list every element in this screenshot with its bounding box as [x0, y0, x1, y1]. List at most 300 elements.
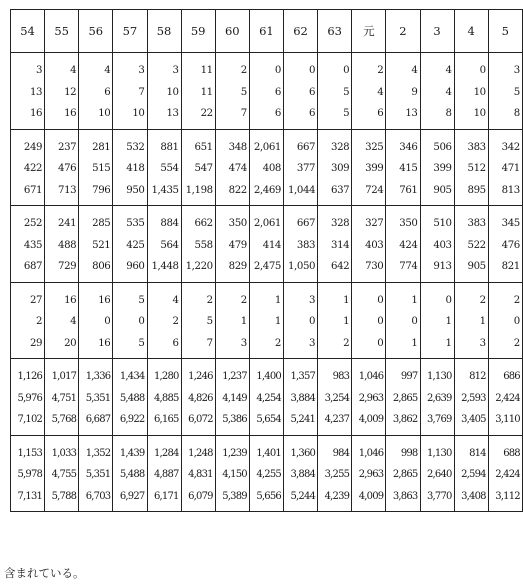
cell-value: 814 [469, 447, 486, 459]
cell-value: 5,654 [256, 414, 281, 425]
cell-value: 3,110 [495, 414, 520, 425]
cell-value: 425 [126, 239, 145, 251]
cell-value: 3,405 [461, 414, 486, 425]
data-cell [113, 206, 147, 283]
cell-value: 0 [377, 316, 384, 327]
cell-value: 4 [411, 65, 418, 76]
cell-value: 5,244 [290, 490, 316, 502]
cell-value: 6,927 [119, 490, 145, 502]
data-cell [284, 435, 318, 512]
cell-value: 22 [200, 108, 213, 119]
cell-value: 1 [411, 294, 418, 306]
data-cell [420, 282, 454, 359]
data-cell [420, 129, 454, 206]
data-cell [11, 206, 45, 283]
data-cell [45, 435, 79, 512]
data-cell [11, 435, 45, 512]
data-cell [11, 282, 45, 359]
data-cell [45, 282, 79, 359]
cell-value: 1,401 [256, 447, 281, 459]
cell-value: 713 [58, 184, 77, 196]
cell-value: 403 [365, 239, 384, 251]
cell-value: 4,831 [188, 469, 213, 480]
cell-value: 0 [513, 316, 520, 327]
cell-value: 2,594 [461, 469, 486, 480]
cell-value: 4,239 [324, 490, 350, 502]
data-cell [386, 129, 420, 206]
cell-value: 913 [433, 261, 452, 272]
cell-value: 651 [194, 141, 213, 153]
data-cell [420, 359, 454, 436]
cell-value: 6 [309, 86, 316, 98]
cell-value: 1,246 [188, 371, 213, 382]
cell-value: 0 [104, 316, 111, 327]
cell-value: 688 [503, 447, 520, 459]
cell-value: 5,788 [51, 490, 77, 502]
cell-value: 884 [160, 218, 179, 229]
cell-value: 7 [138, 86, 145, 98]
cell-value: 4,237 [324, 414, 350, 425]
cell-value: 2 [240, 65, 247, 76]
cell-value: 27 [29, 294, 43, 306]
cell-value: 806 [92, 261, 111, 272]
cell-value: 0 [377, 294, 384, 306]
data-cell [386, 282, 420, 359]
year-header-cell: 2 [386, 10, 420, 53]
data-cell [352, 206, 386, 283]
data-cell [181, 359, 215, 436]
cell-value: 2,061 [253, 141, 281, 153]
cell-value: 5,241 [290, 414, 316, 425]
cell-value: 983 [332, 371, 350, 382]
cell-value: 3,862 [392, 414, 418, 425]
cell-value: 812 [469, 371, 486, 382]
cell-value: 3,770 [426, 490, 452, 502]
cell-value: 476 [501, 239, 520, 251]
cell-value: 9 [411, 86, 418, 98]
cell-value: 4,149 [222, 392, 247, 404]
table-body [11, 10, 523, 512]
data-cell [181, 129, 215, 206]
cell-value: 249 [23, 141, 43, 153]
data-cell [352, 282, 386, 359]
cell-value: 1,448 [151, 261, 179, 272]
year-header-cell: 4 [454, 10, 488, 53]
cell-value: 1,439 [119, 447, 145, 459]
cell-value: 2 [377, 65, 384, 76]
cell-value: 476 [58, 163, 77, 174]
cell-value: 6,703 [85, 490, 111, 502]
data-cell [113, 53, 147, 130]
cell-value: 1,435 [151, 184, 179, 196]
cell-value: 1,280 [153, 371, 179, 382]
cell-value: 414 [262, 239, 281, 251]
cell-value: 895 [467, 184, 486, 196]
data-cell [79, 359, 113, 436]
cell-value: 997 [400, 371, 418, 382]
data-cell [79, 129, 113, 206]
year-header-cell: 57 [113, 10, 147, 53]
cell-value: 829 [228, 261, 247, 272]
data-cell [284, 129, 318, 206]
statistics-table [10, 9, 523, 512]
data-cell [454, 435, 488, 512]
cell-value: 881 [160, 141, 179, 153]
cell-value: 1,360 [290, 447, 316, 459]
cell-value: 1 [274, 294, 281, 306]
cell-value: 399 [433, 163, 452, 174]
data-cell [318, 359, 352, 436]
year-header-cell: 58 [147, 10, 181, 53]
cell-value: 3,884 [290, 469, 316, 480]
cell-value: 1,046 [358, 447, 384, 459]
cell-value: 813 [501, 184, 520, 196]
cell-value: 1,284 [153, 447, 179, 459]
cell-value: 424 [399, 239, 418, 251]
cell-value: 0 [411, 316, 418, 327]
cell-value: 730 [365, 261, 384, 272]
cell-value: 327 [365, 218, 384, 229]
cell-value: 2,593 [461, 392, 486, 404]
cell-value: 1,357 [290, 371, 316, 382]
data-cell [11, 359, 45, 436]
year-header-cell: 54 [11, 10, 45, 53]
cell-value: 471 [501, 163, 520, 174]
cell-value: 345 [501, 218, 520, 229]
cell-value: 554 [160, 163, 179, 174]
cell-value: 512 [467, 163, 486, 174]
footnote-text: 含まれている。 [4, 566, 85, 580]
cell-value: 5,488 [119, 469, 145, 480]
data-cell [386, 359, 420, 436]
cell-value: 6 [274, 108, 281, 119]
cell-value: 1 [479, 316, 486, 327]
cell-value: 5 [138, 294, 145, 306]
data-cell [215, 53, 249, 130]
cell-value: 3,255 [324, 469, 350, 480]
year-header-cell: 62 [284, 10, 318, 53]
cell-value: 1,046 [358, 371, 384, 382]
data-cell [147, 435, 181, 512]
cell-value: 281 [92, 141, 111, 153]
data-cell [454, 129, 488, 206]
cell-value: 237 [58, 141, 77, 153]
cell-value: 474 [228, 163, 247, 174]
statistics-table-page [10, 9, 520, 512]
cell-value: 479 [228, 239, 247, 251]
data-cell [147, 359, 181, 436]
cell-value: 724 [365, 184, 384, 196]
data-cell [11, 53, 45, 130]
data-cell [79, 435, 113, 512]
cell-value: 13 [405, 108, 418, 119]
cell-value: 418 [126, 163, 145, 174]
cell-value: 252 [23, 218, 43, 229]
data-cell [147, 129, 181, 206]
cell-value: 667 [296, 218, 316, 229]
cell-value: 328 [331, 141, 350, 153]
cell-value: 1,126 [17, 371, 43, 382]
data-cell [45, 206, 79, 283]
cell-value: 5 [343, 86, 350, 98]
data-cell [318, 53, 352, 130]
data-cell [181, 435, 215, 512]
cell-value: 3,112 [495, 490, 520, 502]
cell-value: 2,469 [253, 184, 281, 196]
cell-value: 1 [240, 316, 247, 327]
cell-value: 0 [274, 65, 281, 76]
cell-value: 5,656 [256, 490, 281, 502]
cell-value: 7 [206, 337, 213, 349]
cell-value: 558 [194, 239, 213, 251]
data-cell [249, 435, 283, 512]
data-cell [181, 206, 215, 283]
cell-value: 2 [513, 337, 520, 349]
cell-value: 6 [172, 337, 179, 349]
cell-value: 3 [309, 337, 316, 349]
cell-value: 13 [29, 86, 43, 98]
cell-value: 3,884 [290, 392, 316, 404]
cell-value: 2 [36, 316, 43, 327]
cell-value: 2 [513, 294, 520, 306]
data-cell [45, 53, 79, 130]
cell-value: 667 [296, 141, 316, 153]
cell-value: 3 [138, 65, 145, 76]
data-cell [45, 129, 79, 206]
cell-value: 415 [399, 163, 418, 174]
data-cell [386, 206, 420, 283]
cell-value: 1 [411, 337, 418, 349]
cell-value: 1,248 [188, 447, 213, 459]
data-cell [284, 359, 318, 436]
cell-value: 686 [503, 371, 520, 382]
cell-value: 383 [467, 218, 486, 229]
cell-value: 0 [377, 337, 384, 349]
cell-value: 11 [200, 65, 213, 76]
cell-value: 984 [332, 447, 350, 459]
cell-value: 532 [126, 141, 145, 153]
cell-value: 309 [331, 163, 350, 174]
year-header-cell: 5 [488, 10, 522, 53]
cell-value: 16 [29, 108, 43, 119]
cell-value: 2 [274, 337, 281, 349]
cell-value: 342 [501, 141, 520, 153]
cell-value: 6 [377, 108, 384, 119]
cell-value: 5,351 [85, 392, 111, 404]
data-cell [215, 206, 249, 283]
cell-value: 662 [194, 218, 213, 229]
cell-value: 350 [228, 218, 247, 229]
cell-value: 5,976 [17, 392, 43, 404]
cell-value: 377 [296, 163, 316, 174]
cell-value: 3 [513, 65, 520, 76]
cell-value: 16 [64, 108, 77, 119]
cell-value: 0 [309, 65, 316, 76]
cell-value: 408 [262, 163, 281, 174]
cell-value: 3 [36, 65, 43, 76]
data-cell [249, 129, 283, 206]
cell-value: 5,978 [17, 469, 43, 480]
cell-value: 1 [343, 294, 350, 306]
cell-value: 350 [399, 218, 418, 229]
year-header-cell: 3 [420, 10, 454, 53]
cell-value: 1,044 [287, 184, 316, 196]
cell-value: 1,239 [222, 447, 247, 459]
cell-value: 0 [309, 316, 316, 327]
cell-value: 6,171 [153, 490, 179, 502]
cell-value: 5,351 [85, 469, 111, 480]
cell-value: 4 [70, 316, 77, 327]
cell-value: 564 [160, 239, 179, 251]
cell-value: 547 [194, 163, 213, 174]
data-cell [284, 282, 318, 359]
cell-value: 3 [172, 65, 179, 76]
cell-value: 905 [433, 184, 452, 196]
cell-value: 1,220 [185, 261, 213, 272]
cell-value: 1,400 [256, 371, 281, 382]
cell-value: 399 [365, 163, 384, 174]
cell-value: 10 [473, 108, 486, 119]
data-cell [249, 282, 283, 359]
cell-value: 6,165 [153, 414, 179, 425]
cell-value: 515 [92, 163, 111, 174]
cell-value: 29 [29, 337, 43, 349]
cell-value: 4 [70, 65, 77, 76]
cell-value: 2 [240, 294, 247, 306]
cell-value: 521 [92, 239, 111, 251]
data-cell [181, 282, 215, 359]
data-cell [11, 129, 45, 206]
cell-value: 671 [23, 184, 43, 196]
data-cell [284, 53, 318, 130]
cell-value: 3 [309, 294, 316, 306]
cell-value: 10 [98, 108, 111, 119]
cell-value: 1 [445, 316, 452, 327]
cell-value: 522 [467, 239, 486, 251]
cell-value: 4,751 [51, 392, 77, 404]
data-cell [454, 359, 488, 436]
cell-value: 285 [92, 218, 111, 229]
cell-value: 0 [138, 316, 145, 327]
data-cell [45, 359, 79, 436]
cell-value: 5,768 [51, 414, 77, 425]
data-group-row [11, 435, 523, 512]
cell-value: 383 [296, 239, 316, 251]
year-header-cell: 63 [318, 10, 352, 53]
cell-value: 314 [331, 239, 350, 251]
cell-value: 1,153 [17, 447, 43, 459]
cell-value: 7 [240, 108, 247, 119]
cell-value: 435 [23, 239, 43, 251]
cell-value: 7,131 [17, 490, 43, 502]
cell-value: 729 [58, 261, 77, 272]
cell-value: 3,254 [324, 392, 350, 404]
data-cell [420, 206, 454, 283]
cell-value: 2 [343, 337, 350, 349]
data-cell [352, 435, 386, 512]
cell-value: 3,408 [461, 490, 486, 502]
data-cell [284, 206, 318, 283]
cell-value: 642 [331, 261, 350, 272]
cell-value: 4 [172, 294, 179, 306]
data-cell [249, 53, 283, 130]
data-group-row [11, 129, 523, 206]
data-group-row [11, 53, 523, 130]
cell-value: 6 [274, 86, 281, 98]
cell-value: 4,150 [222, 469, 247, 480]
cell-value: 1,050 [287, 261, 316, 272]
cell-value: 2 [479, 294, 486, 306]
cell-value: 3 [240, 337, 247, 349]
cell-value: 905 [467, 261, 486, 272]
data-cell [79, 206, 113, 283]
cell-value: 774 [399, 261, 418, 272]
cell-value: 346 [399, 141, 418, 153]
data-cell [454, 53, 488, 130]
cell-value: 1,352 [85, 447, 111, 459]
cell-value: 4 [377, 86, 384, 98]
cell-value: 4,887 [153, 469, 179, 480]
cell-value: 8 [513, 108, 520, 119]
data-cell [147, 53, 181, 130]
cell-value: 6,079 [188, 490, 213, 502]
cell-value: 761 [399, 184, 418, 196]
data-cell [113, 359, 147, 436]
cell-value: 5 [206, 316, 213, 327]
cell-value: 0 [445, 294, 452, 306]
cell-value: 2,963 [358, 469, 384, 480]
cell-value: 4,254 [256, 392, 281, 404]
cell-value: 5 [513, 86, 520, 98]
data-cell [113, 129, 147, 206]
year-header-row [11, 10, 523, 53]
cell-value: 4,255 [256, 469, 281, 480]
data-cell [420, 435, 454, 512]
cell-value: 383 [467, 141, 486, 153]
cell-value: 13 [166, 108, 179, 119]
cell-value: 3 [479, 337, 486, 349]
data-cell [352, 129, 386, 206]
cell-value: 5 [240, 86, 247, 98]
cell-value: 1,237 [222, 371, 247, 382]
cell-value: 2,639 [426, 392, 452, 404]
data-cell [352, 53, 386, 130]
data-cell [79, 282, 113, 359]
cell-value: 2,640 [426, 469, 452, 480]
cell-value: 10 [473, 86, 486, 98]
data-cell [454, 206, 488, 283]
cell-value: 510 [433, 218, 452, 229]
cell-value: 1,434 [119, 371, 145, 382]
cell-value: 4,755 [51, 469, 77, 480]
cell-value: 950 [126, 184, 145, 196]
cell-value: 2,865 [392, 469, 418, 480]
data-group-row [11, 206, 523, 283]
data-cell [249, 206, 283, 283]
cell-value: 4 [445, 86, 452, 98]
data-group-row [11, 359, 523, 436]
year-header-cell: 61 [249, 10, 283, 53]
cell-value: 687 [23, 261, 43, 272]
cell-value: 6 [104, 86, 111, 98]
data-cell [488, 282, 522, 359]
cell-value: 2,865 [392, 392, 418, 404]
data-cell [386, 435, 420, 512]
data-cell [420, 53, 454, 130]
cell-value: 6,687 [85, 414, 111, 425]
cell-value: 328 [331, 218, 350, 229]
cell-value: 822 [228, 184, 247, 196]
